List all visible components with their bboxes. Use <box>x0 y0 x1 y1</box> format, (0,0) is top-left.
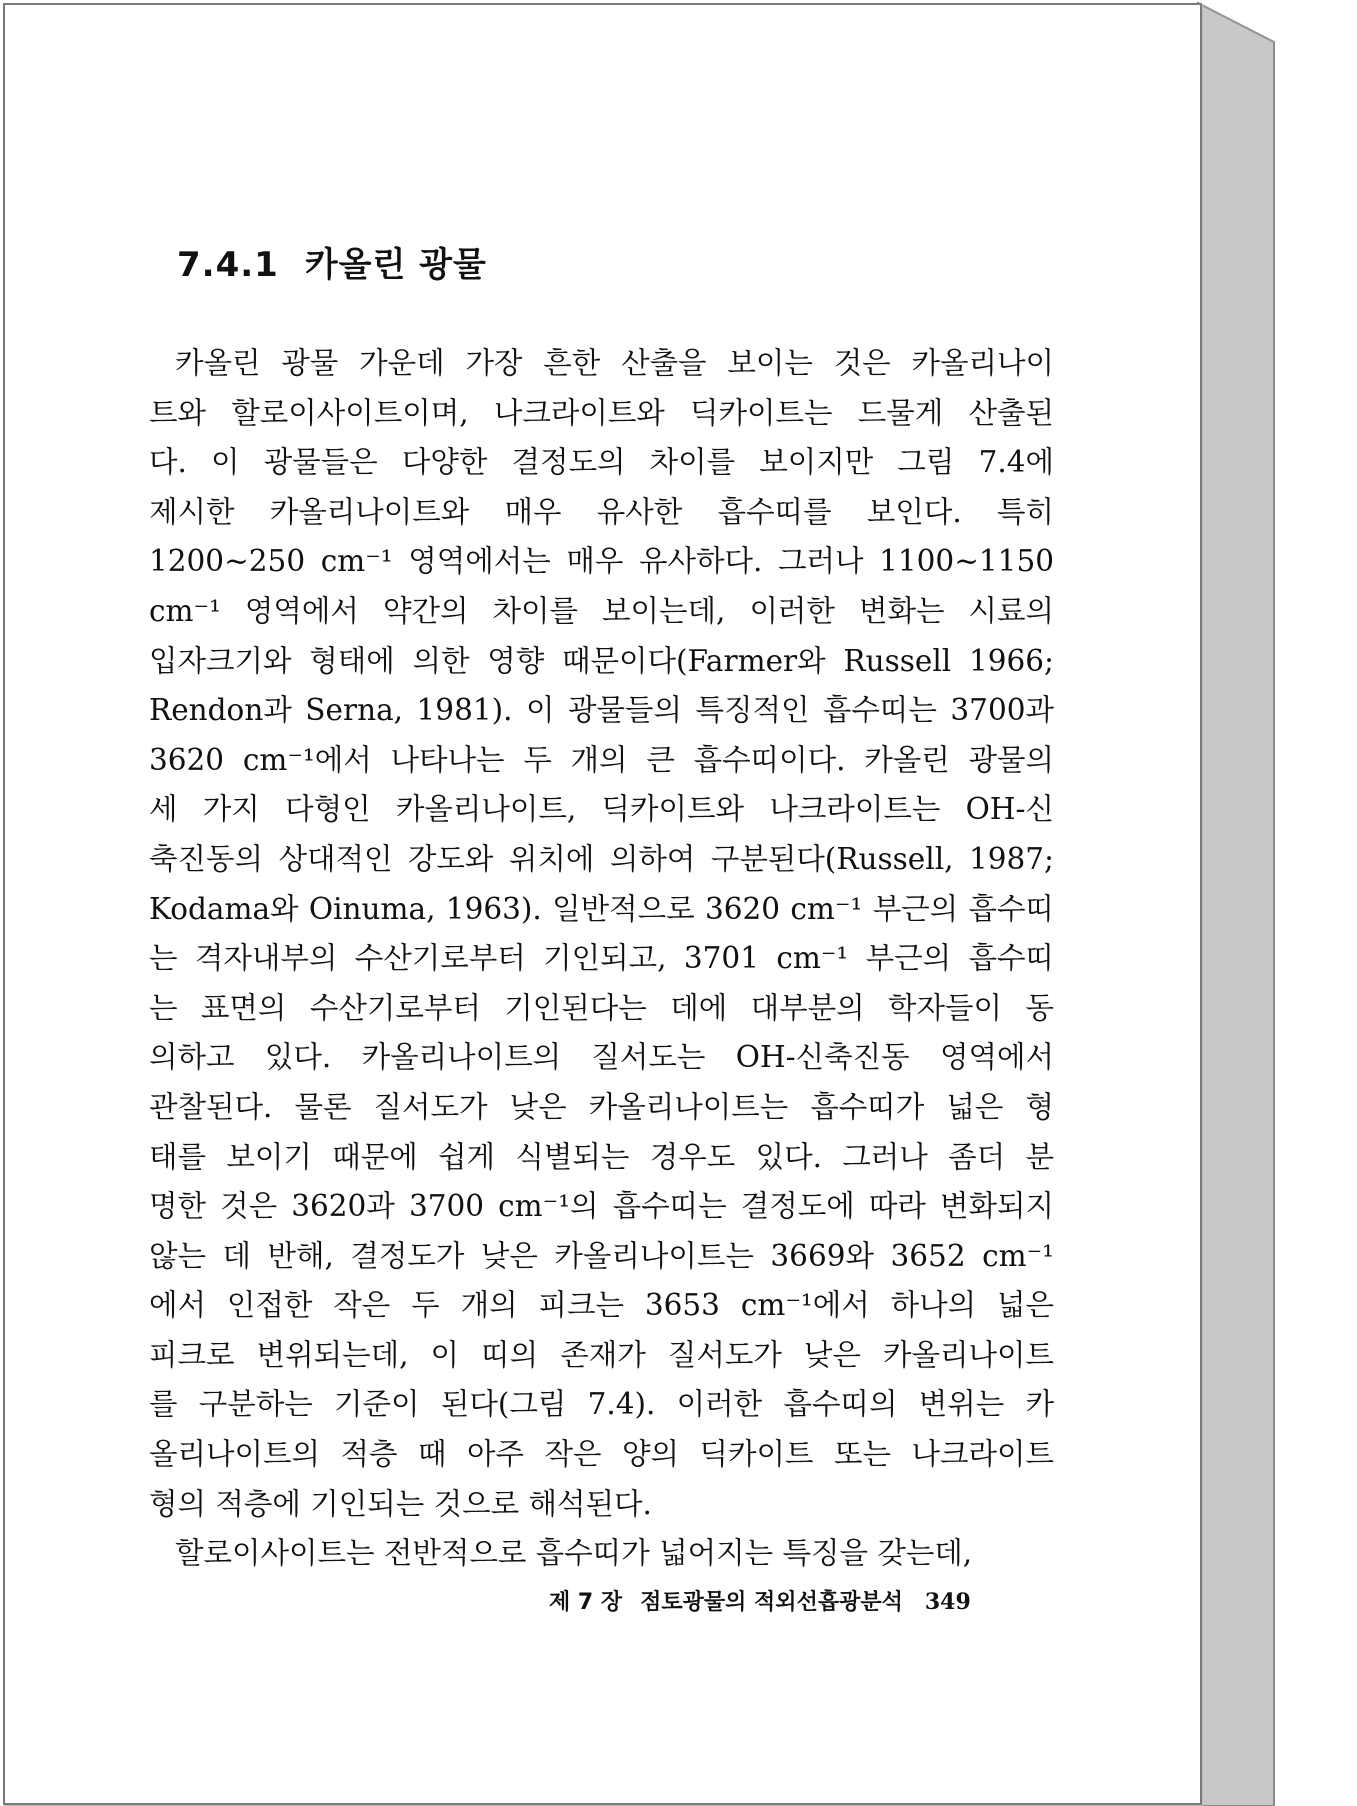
text-line: Rendon과 Serna, 1981). 이 광물들의 특징적인 흡수띠는 3700과 <box>149 693 1054 728</box>
body-text <box>149 339 1054 1579</box>
footer-title: 점토광물의 적외선흡광분석 <box>640 1590 903 1615</box>
text-line: 입자크기와 형태에 의한 영향 때문이다(Farmer와 Russell 1966; <box>149 643 1054 678</box>
text-line: 에서 인접한 작은 두 개의 피크는 3653 cm⁻¹에서 하나의 넓은 <box>149 1288 1054 1323</box>
text-line: 는 표면의 수산기로부터 기인된다는 데에 대부분의 학자들이 동 <box>149 990 1054 1025</box>
document-page <box>3 3 1202 1805</box>
text-line: 피크로 변위되는데, 이 띠의 존재가 질서도가 낮은 카올리나이트 <box>149 1337 1054 1372</box>
text-line: 않는 데 반해, 결정도가 낮은 카올리나이트는 3669와 3652 cm⁻¹ <box>149 1238 1054 1273</box>
text-line: 태를 보이기 때문에 쉽게 식별되는 경우도 있다. 그러나 좀더 분 <box>149 1139 1054 1174</box>
section-heading <box>177 237 487 286</box>
text-line: 세 가지 다형인 카올리나이트, 딕카이트와 나크라이트는 OH-신 <box>149 792 1054 827</box>
text-line: 형의 적층에 기인되는 것으로 해석된다. <box>149 1486 652 1521</box>
text-line: 트와 할로이사이트이며, 나크라이트와 딕카이트는 드물게 산출된 <box>149 395 1054 430</box>
text-line: 올리나이트의 적층 때 아주 작은 양의 딕카이트 또는 나크라이트 <box>149 1437 1054 1472</box>
text-line: 1200∼250 cm⁻¹ 영역에서는 매우 유사하다. 그러나 1100∼1150 <box>149 544 1054 579</box>
text-line: 카올린 광물 가운데 가장 흔한 산출을 보이는 것은 카올리나이 <box>175 346 1054 380</box>
text-line: 3620 cm⁻¹에서 나타나는 두 개의 큰 흡수띠이다. 카올린 광물의 <box>149 742 1054 777</box>
text-line: 명한 것은 3620과 3700 cm⁻¹의 흡수띠는 결정도에 따라 변화되지 <box>149 1189 1054 1224</box>
footer-chapter: 제 7 장 <box>549 1590 623 1615</box>
text-line: 할로이사이트는 전반적으로 흡수띠가 넓어지는 특징을 갖는데, <box>175 1536 973 1571</box>
page-number: 349 <box>924 1589 971 1615</box>
page-footer <box>549 1585 1039 1616</box>
text-line: 는 격자내부의 수산기로부터 기인되고, 3701 cm⁻¹ 부근의 흡수띠 <box>149 941 1054 976</box>
section-title-text: 카올린 광물 <box>304 245 487 285</box>
section-number: 7.4.1 <box>177 245 279 285</box>
text-line: Kodama와 Oinuma, 1963). 일반적으로 3620 cm⁻¹ 부근의 흡수띠 <box>149 891 1054 926</box>
text-line: 의하고 있다. 카올리나이트의 질서도는 OH-신축진동 영역에서 <box>149 1040 1054 1075</box>
text-line: 를 구분하는 기준이 된다(그림 7.4). 이러한 흡수띠의 변위는 카 <box>149 1387 1054 1422</box>
text-line: 축진동의 상대적인 강도와 위치에 의하여 구분된다(Russell, 1987; <box>149 841 1054 876</box>
text-line: 다. 이 광물들은 다양한 결정도의 차이를 보이지만 그림 7.4에 <box>149 445 1054 480</box>
text-line: cm⁻¹ 영역에서 약간의 차이를 보이는데, 이러한 변화는 시료의 <box>149 593 1054 628</box>
text-line: 제시한 카올리나이트와 매우 유사한 흡수띠를 보인다. 특히 <box>149 494 1054 529</box>
text-line: 관찰된다. 물론 질서도가 낮은 카올리나이트는 흡수띠가 넓은 형 <box>149 1089 1054 1124</box>
